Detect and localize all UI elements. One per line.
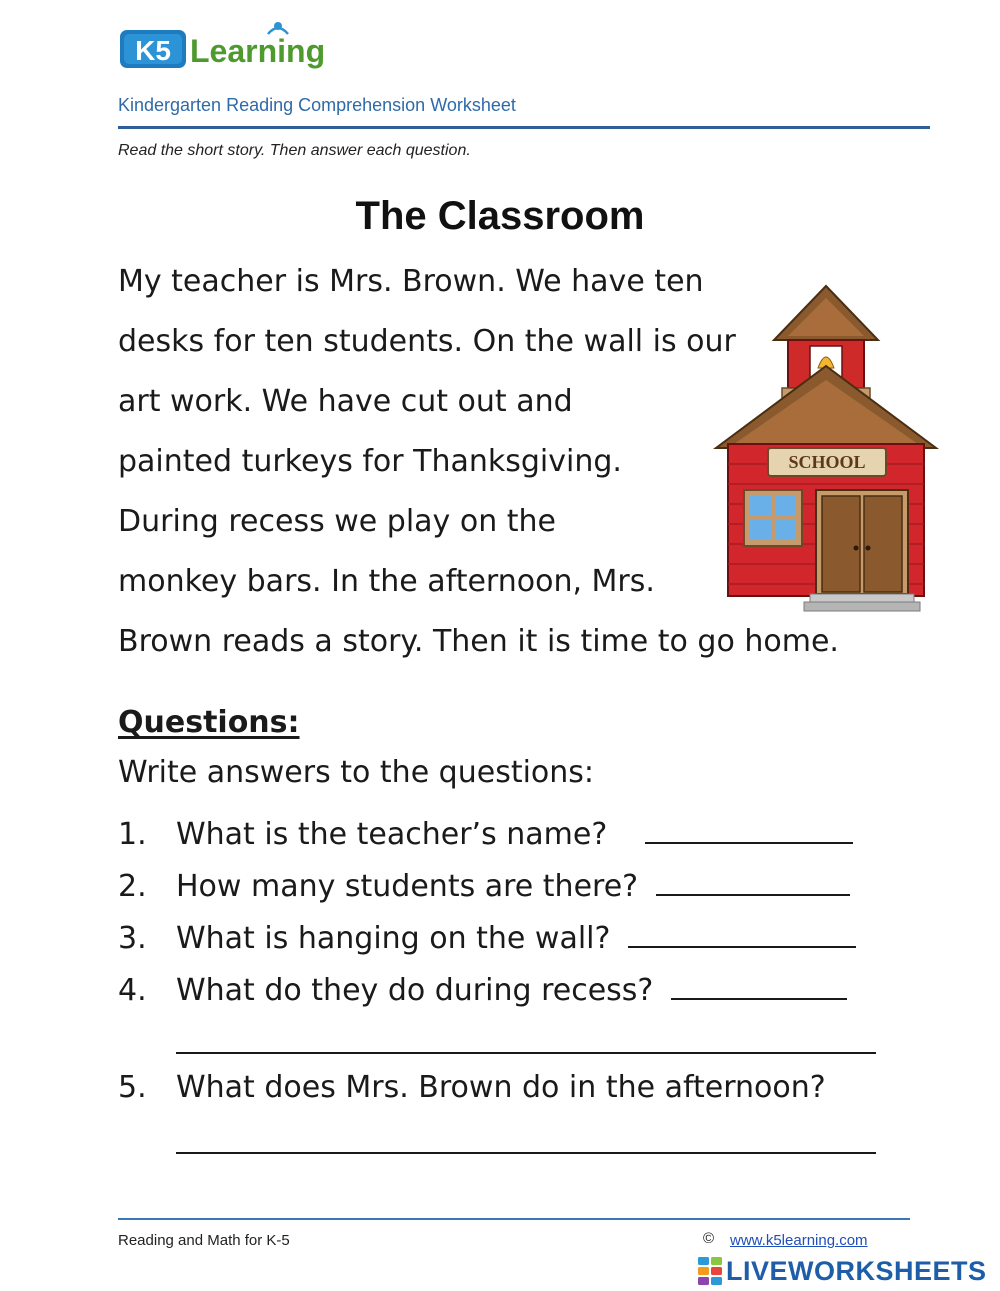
story-line: Brown reads a story. Then it is time to go home. xyxy=(118,624,839,659)
question-item xyxy=(118,868,850,904)
question-text: What is hanging on the wall? xyxy=(176,921,611,956)
instructions: Read the short story. Then answer each question. xyxy=(118,142,471,159)
k5-learning-logo xyxy=(118,18,338,76)
answer-blank[interactable] xyxy=(628,920,856,948)
answer-line[interactable] xyxy=(176,1052,876,1054)
story-line: painted turkeys for Thanksgiving. xyxy=(118,444,622,479)
story-line: desks for ten students. On the wall is our xyxy=(118,324,736,359)
story-line: During recess we play on the xyxy=(118,504,556,539)
story-title: The Classroom xyxy=(355,194,645,238)
question-number: 2. xyxy=(118,869,147,904)
question-number: 4. xyxy=(118,973,147,1008)
question-item xyxy=(118,816,853,852)
liveworksheets-icon xyxy=(698,1257,722,1285)
questions-prompt: Write answers to the questions: xyxy=(118,755,595,790)
schoolhouse-illustration xyxy=(712,284,940,614)
liveworksheets-brand xyxy=(698,1256,987,1286)
footer-divider xyxy=(118,1218,910,1220)
question-text: How many students are there? xyxy=(176,869,639,904)
school-sign-text: SCHOOL xyxy=(788,452,866,472)
svg-text:K5: K5 xyxy=(135,35,171,66)
answer-blank[interactable] xyxy=(656,868,850,896)
answer-blank[interactable] xyxy=(645,816,853,844)
question-text: What does Mrs. Brown do in the afternoon? xyxy=(176,1070,826,1105)
story-line: art work. We have cut out and xyxy=(118,384,573,419)
question-number: 3. xyxy=(118,921,147,956)
question-item xyxy=(118,1070,826,1105)
liveworksheets-text: LIVEWORKSHEETS xyxy=(726,1255,987,1286)
svg-text:Learning: Learning xyxy=(190,33,326,69)
story-line: My teacher is Mrs. Brown. We have ten xyxy=(118,264,704,299)
question-number: 5. xyxy=(118,1070,147,1105)
worksheet-subtitle: Kindergarten Reading Comprehension Worksheet xyxy=(118,95,516,115)
copyright-symbol: © xyxy=(703,1230,715,1247)
story-line: monkey bars. In the afternoon, Mrs. xyxy=(118,564,655,599)
answer-line[interactable] xyxy=(176,1152,876,1154)
answer-blank[interactable] xyxy=(671,972,847,1000)
question-text: What is the teacher’s name? xyxy=(176,817,608,852)
question-text: What do they do during recess? xyxy=(176,973,654,1008)
header-divider xyxy=(118,126,930,129)
k5learning-link[interactable]: www.k5learning.com xyxy=(730,1232,868,1249)
question-item xyxy=(118,920,856,956)
question-number: 1. xyxy=(118,817,147,852)
footer-tagline: Reading and Math for K-5 xyxy=(118,1232,290,1249)
questions-heading: Questions: xyxy=(118,705,300,740)
question-item xyxy=(118,972,847,1008)
